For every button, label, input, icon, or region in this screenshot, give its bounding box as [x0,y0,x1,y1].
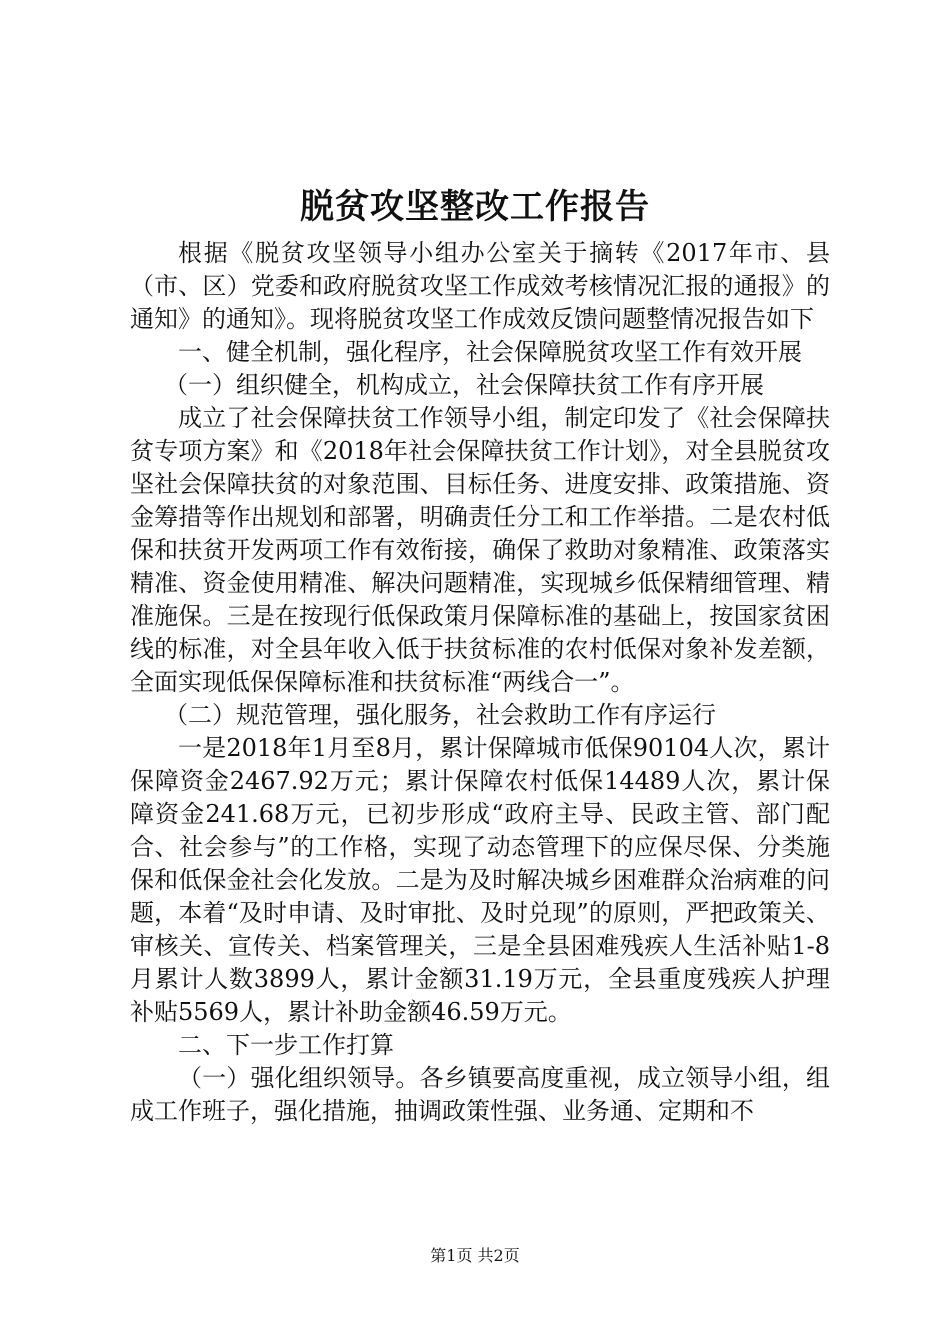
subsection-heading-1-1: （一）组织健全，机构成立，社会保障扶贫工作有序开展 [164,371,764,399]
section-heading-2: 二、下一步工作打算 [178,1031,394,1059]
document-title: 脱贫攻坚整改工作报告 [300,187,650,227]
intro-paragraph: 根据《脱贫攻坚领导小组办公室关于摘转《2017年市、县（市、区）党委和政府脱贫攻坚工作成效考核情况汇报的通报》的通知》的通知》。现将脱贫攻坚工作成效反馈问题整情况报告如下 [130,239,830,333]
body-paragraph-1: 成立了社会保障扶贫工作领导小组，制定印发了《社会保障扶贫专项方案》和《2018年社会保障扶贫工作计划》，对全县脱贫攻坚社会保障扶贫的对象范围、目标任务、进度安排、政策措施、资金筹措等作出规划和部署，明确责任分工和工作举措。二是农村低保和扶贫开发两项工作有效衔接，确保了救助对象精准、政策落实精准、资金使用精准、解决问题精准，实现城乡低保精细管理、精准施保。三是在按现行低保政策月保障标准的基础上，按国家贫困线的标准，对全县年收入低于扶贫标准的农村低保对象补发差额，全面实现低保保障标准和扶贫标准“两线合一”。 [130,404,830,696]
body-paragraph-2: 一是2018年1月至8月，累计保障城市低保90104人次，累计保障资金2467.92万元；累计保障农村低保14489人次，累计保障资金241.68万元，已初步形成“政府主导、民政主管、部门配合、社会参与”的工作格，实现了动态管理下的应保尽保、分类施保和低保金社会化发放。二是为及时解决城乡困难群众治病难的问题，本着“及时申请、及时审批、及时兑现”的原则，严把政策关、审核关、宣传关、档案管理关，三是全县困难残疾人生活补贴1-8月累计人数3899人，累计金额31.19万元，全县重度残疾人护理补贴5569人，累计补助金额46.59万元。 [130,734,830,1026]
section-heading-1: 一、健全机制，强化程序，社会保障脱贫攻坚工作有效开展 [178,338,802,366]
document-body [130,237,830,1128]
subsection-heading-1-2: （二）规范管理，强化服务，社会救助工作有序运行 [164,701,716,729]
body-paragraph-3: （一）强化组织领导。各乡镇要高度重视，成立领导小组，组成工作班子，强化措施，抽调政策性强、业务通、定期和不 [130,1064,830,1125]
page-footer: 第1页 共2页 [430,1246,520,1265]
